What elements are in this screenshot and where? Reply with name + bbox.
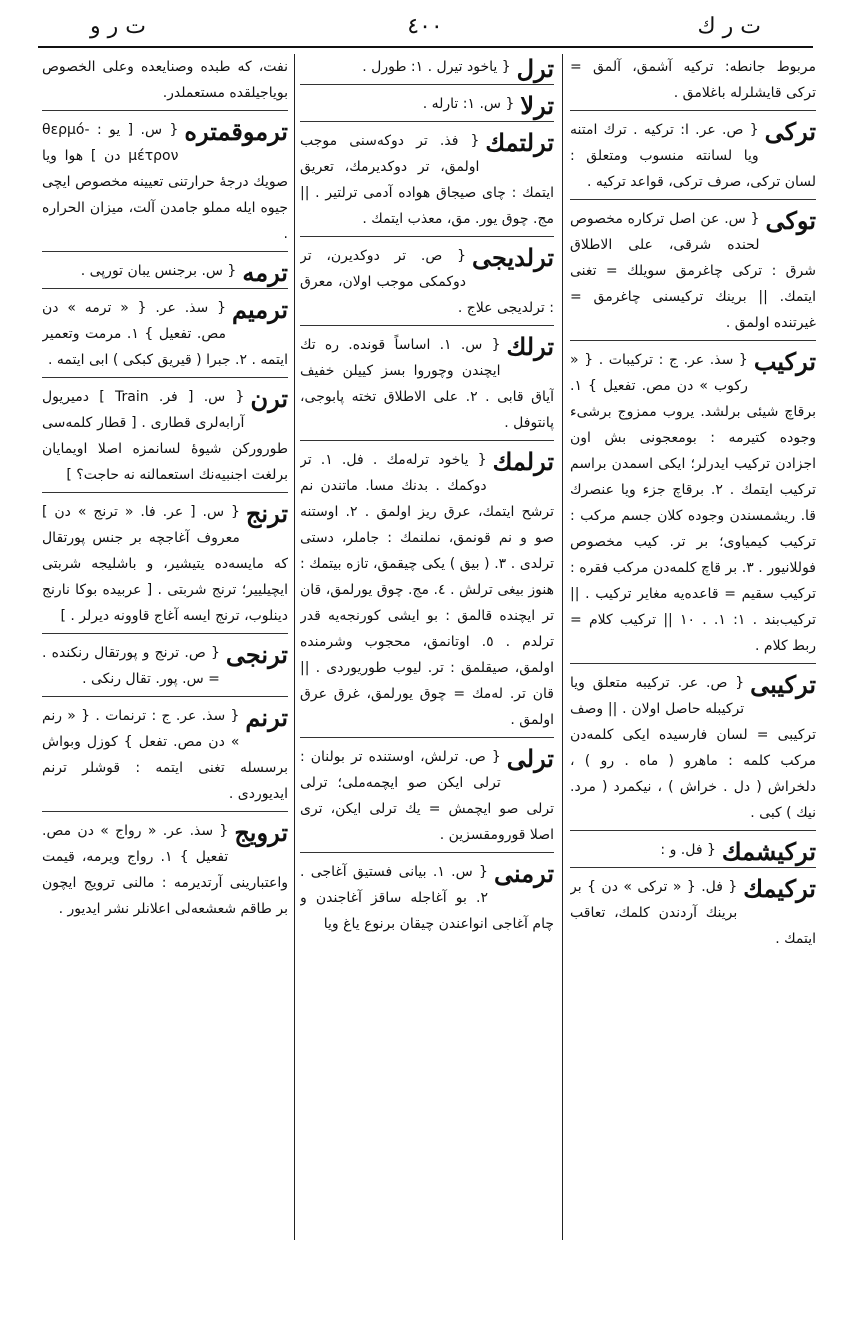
entry-definition: { س. ١: تارله .	[422, 96, 515, 112]
entry-definition: { ص. عر. ترکيبه متعلق ويا ترکيبله حاصل اولان . || وصف ترکيبی = لسان فارسيده ايکی کلمه‌دن مرکب کلمه : ماهرو ( ماه . رو ) ، دلخراش ( دل . خراش ) ، نيکمرد ( مرد. نيك ) کبی .	[570, 675, 816, 821]
dictionary-entry	[42, 54, 288, 111]
column-divider	[562, 54, 563, 1240]
dictionary-entry	[570, 837, 816, 868]
entry-headword: ترموقمتره	[184, 117, 288, 146]
entry-headword: ترنج	[245, 499, 288, 528]
dictionary-entry	[570, 117, 816, 200]
dictionary-entry	[300, 744, 554, 853]
entry-headword: ترلك	[506, 332, 554, 361]
entry-headword: ترلتمك	[485, 128, 554, 157]
entry-headword: ترنم	[245, 703, 288, 732]
entry-definition: { س. ١. اساساً قونده. ره تك ايچندن وچوروا بسز کيیلن خفيف آياق قابی . ٢. علی الاطلاق تخته پابوجی، پانتوفل .	[300, 337, 554, 431]
header-rule	[38, 46, 813, 48]
entry-definition: { سذ. عر. { « ترمه » دن مص. تفعيل } ١. مرمت وتعمير ايتمه . ٢. جبرا ( قيريق کبکی ) ابی ايتمه .	[42, 300, 288, 368]
dictionary-entry	[570, 206, 816, 341]
entry-headword: ترلمك	[492, 447, 554, 476]
entry-definition: { س. ١. بيانی فستيق آغاجی . ٢. بو آغاجله ساقز آغاجندن و چام آغاجی انواعندن چيقان برنوع ياغ ويا	[300, 864, 554, 932]
entry-definition: { س. [ فر. Train ] دميريول آرابه‌لری قطاری . [ قطار کلمه‌سی طورورکن شيوهٔ لسانمزه اصلا اويمايان برلغت اجنبيه‌نك استعمالنه نه حاجت؟ ]	[42, 389, 288, 483]
column-middle	[300, 54, 554, 1244]
dictionary-entry	[42, 703, 288, 812]
entry-headword: ترلی	[506, 744, 554, 773]
entry-definition: مربوط جانطه: ترکيه آشمق، آلمق = ترکی قايشلرله باغلامق .	[570, 59, 816, 101]
entry-definition: { سذ. عر. ج : ترنمات . { « رنم » دن مص. تفعل } کوزل وبواش برسسله تغنی ايتمه : قوشلر ترنم ايديوردی .	[42, 708, 288, 802]
entry-definition: { ياخود تيرل . ١: طورل .	[362, 59, 511, 75]
dictionary-entry	[42, 295, 288, 378]
entry-definition: { فذ. تر دوکه‌سنی موجب اولمق، تر دوکديرمك، تعريق ايتمك : چای صيجاق هواده آدمی ترلتير . || مج. چوق يور. مق، معذب ايتمك .	[300, 133, 554, 227]
column-left	[42, 54, 288, 1244]
page-number: ٤٠٠	[407, 14, 443, 39]
dictionary-entry	[300, 54, 554, 85]
entry-definition: { ص. ترلش، اوستنده تر بولنان : ترلی ايکن صو ايچمه‌ملی؛ ترلی ترلی صو ايچمش = يك ترلی ايکن، ترى اصلا قورومقسزين .	[300, 749, 554, 843]
entry-definition: { س. [ يو : θερμό- μέτρον دن ] هوا ويا صويك درجهٔ حرارتنی تعيينه مخصوص ايچی جيوه ايله مملو جامدن آلت، ميزان الحراره .	[42, 122, 288, 242]
entry-headword: ترويج	[234, 818, 288, 847]
entry-headword: ترلا	[520, 91, 554, 120]
dictionary-entry	[570, 670, 816, 831]
dictionary-entry	[300, 128, 554, 237]
entry-headword: توكى	[765, 206, 816, 235]
entry-headword: تركيشمك	[721, 837, 816, 866]
entry-headword: تركيبى	[750, 670, 816, 699]
entry-headword: ترل	[516, 54, 554, 83]
dictionary-entry	[300, 91, 554, 122]
dictionary-entry	[300, 332, 554, 441]
dictionary-entry	[570, 54, 816, 111]
entry-definition: { سذ. عر. ج : ترکيبات . { « رکوب » دن مص. تفعيل } ١. برقاچ شيئی برلشد. يروب ممزوج برشیء وجوده کتيرمه : بومعجونی بش اون اجزادن ترکيب ايدرلر؛ ايکی اسمدن براسم ترکيب ايتمك . ٢. برقاچ جزء ويا عنصرك قا. ريشمسندن وجوده کلان جسم مرکب : ترکيب کيمياوی؛ بر تر. کيب مخصوص فوللانيور . ٣. بر قاچ کلمه‌دن مرکب فقره : ترکيب سقيم = قاعده‌يه مغاير ترکيب . || ترکيب‌بند . ١: ١. . ١٠ || ترکيب کلام = ربط کلام .	[570, 352, 816, 654]
entry-headword: تركيب	[753, 347, 816, 376]
entry-headword: ترلدیجی	[471, 243, 554, 272]
dictionary-entry	[42, 117, 288, 252]
entry-definition: { ص. عر. ا: ترکيه . ترك امتنه ويا لسانته منسوب ومتعلق : لسان ترکی، صرف ترکی، قواعد ترکيه .	[570, 122, 816, 190]
entry-headword: تركيمك	[743, 874, 816, 903]
dictionary-entry	[42, 384, 288, 493]
entry-headword: ترميم	[232, 295, 288, 324]
running-head-left: ت ر و	[90, 14, 146, 39]
entry-definition: { فل. و :	[660, 842, 716, 858]
dictionary-entry	[42, 640, 288, 697]
column-right	[570, 54, 816, 1244]
entry-definition: { فل. { « ترکی » دن } بر برينك آردندن کلمك، تعاقب ايتمك .	[570, 879, 816, 947]
entry-headword: ترن	[250, 384, 288, 413]
entry-definition: { ياخود ترله‌مك . فل. ١. تر دوکمك . بدنك مسا. ماتندن نم ترشح ايتمك، عرق ريز اولمق . ٢. اوستنه صو و نم قونمق، نملنمك : جاملر، دستی ترلدی . ٣. ( بيق ) يکی چيقمق، تازه بيتمك : هنوز بيغی ترلش . ٤. مج. چوق يورلمق، قان تر ايچنده قالمق : بو ايشی کورنجه‌يه قدر ترلدم . ٥. اوتانمق، محجوب وشرمنده اولمق، صيقلمق : تر. ليوب طوريوردی . || قان تر. له‌مك = چوق يورلمق، غرق عرق اولمق .	[300, 452, 554, 728]
entry-headword: ترنجی	[225, 640, 288, 669]
dictionary-entry	[42, 499, 288, 634]
column-divider	[294, 54, 295, 1240]
entry-definition: { سذ. عر. « رواج » دن مص. تفعيل } ١. رواج ويرمه، قيمت واعتبارينی آرتديرمه : مالنی ترويج ايچون بر طاقم شعشعه‌لی اعلانلر نشر ايديور .	[42, 823, 288, 917]
dictionary-entry	[300, 447, 554, 738]
dictionary-entry	[300, 243, 554, 326]
entry-headword: تركى	[764, 117, 816, 146]
dictionary-entry	[570, 347, 816, 664]
entry-headword: ترمنی	[493, 859, 554, 888]
entry-definition: { ص. تر دوکديرن، تر دوکمکی موجب اولان، معرق : ترلديجی علاج .	[300, 248, 554, 316]
entry-headword: ترمه	[242, 258, 288, 287]
entry-definition: { س. عن اصل ترکاره مخصوص لحنده شرقی، علی الاطلاق شرق : ترکی چاغرمق سويلك = تغنی ايتمك. || برينك ترکيسنی چاغرمق = غيرتنده اولمق .	[570, 211, 816, 331]
dictionary-entry	[42, 818, 288, 926]
entry-definition: { س. [ عر. فا. « ترنج » دن ] معروف آغاجچه بر جنس پورتقال که مايسه‌ده يتيشير، و باشليجه شربتی ايچيليير؛ ترنج شربتی . [ عربيده بوکا نارنج دينلوب، ترنج ايسه آغاج قاوونه ديرلر . ]	[42, 504, 288, 624]
dictionary-entry	[42, 258, 288, 289]
entry-definition: { ص. ترنج و پورتقال رنکنده . = س. پور. تقال رنکی .	[42, 645, 220, 687]
running-head-right: ت ر ك	[697, 14, 761, 39]
entry-definition: نفت، که طبده وصنايعده وعلی الخصوص بوياجيلقده مستعملدر.	[42, 59, 288, 101]
dictionary-entry	[570, 874, 816, 956]
entry-definition: { س. برجنس يبان تورپی .	[80, 263, 237, 279]
dictionary-entry	[300, 859, 554, 941]
